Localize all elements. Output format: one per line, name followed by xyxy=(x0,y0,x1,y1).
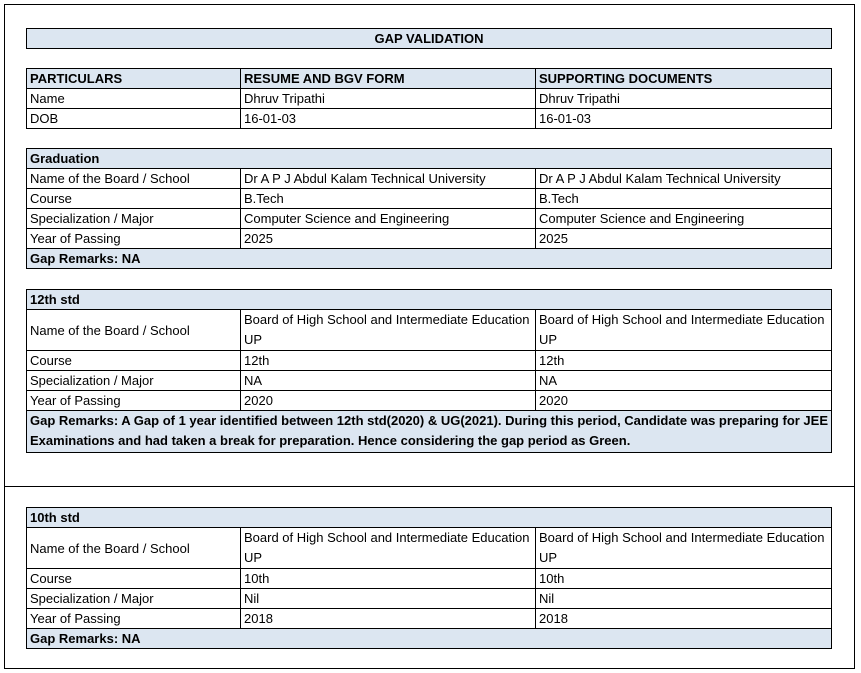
section-heading-12th: 12th std xyxy=(27,290,832,310)
table-row xyxy=(27,189,832,209)
docs-value: Computer Science and Engineering xyxy=(536,209,832,229)
resume-value: NA xyxy=(241,371,536,391)
section-heading-10th: 10th std xyxy=(27,508,832,528)
resume-value: Computer Science and Engineering xyxy=(241,209,536,229)
table-row xyxy=(27,89,832,109)
docs-value: Dhruv Tripathi xyxy=(536,89,832,109)
docs-value: 2018 xyxy=(536,609,832,629)
docs-value: 2020 xyxy=(536,391,832,411)
resume-value: Board of High School and Intermediate Education UP xyxy=(241,310,536,351)
table-row xyxy=(27,351,832,371)
tenth-table xyxy=(26,507,832,649)
docs-value: Board of High School and Intermediate Education UP xyxy=(536,310,832,351)
table-row xyxy=(27,371,832,391)
table-row xyxy=(27,609,832,629)
row-label: Year of Passing xyxy=(27,609,241,629)
resume-value: 2025 xyxy=(241,229,536,249)
resume-value: Board of High School and Intermediate Education UP xyxy=(241,528,536,569)
resume-value: 2020 xyxy=(241,391,536,411)
graduation-table xyxy=(26,148,832,269)
title-table xyxy=(26,28,832,49)
resume-value: 16-01-03 xyxy=(241,109,536,129)
resume-value: 10th xyxy=(241,569,536,589)
docs-value: Nil xyxy=(536,589,832,609)
resume-value: Dhruv Tripathi xyxy=(241,89,536,109)
col-header-supporting: SUPPORTING DOCUMENTS xyxy=(536,69,832,89)
gap-remarks-10th: Gap Remarks: NA xyxy=(27,629,832,649)
docs-value: 2025 xyxy=(536,229,832,249)
row-label: Specialization / Major xyxy=(27,371,241,391)
section-heading-graduation: Graduation xyxy=(27,149,832,169)
gap-remarks-12th: Gap Remarks: A Gap of 1 year identified between 12th std(2020) & UG(2021). During this period, Candidate was preparing for JEE Examinations and had taken a break for preparation. Hence considering the gap period as Green. xyxy=(27,411,832,453)
page-title: GAP VALIDATION xyxy=(27,29,832,49)
row-label: Course xyxy=(27,569,241,589)
table-row xyxy=(27,589,832,609)
header-row xyxy=(27,69,832,89)
row-label: Specialization / Major xyxy=(27,589,241,609)
table-row xyxy=(27,169,832,189)
docs-value: NA xyxy=(536,371,832,391)
row-label: Course xyxy=(27,351,241,371)
row-label: Name of the Board / School xyxy=(27,169,241,189)
table-row xyxy=(27,391,832,411)
docs-value: 10th xyxy=(536,569,832,589)
docs-value: Dr A P J Abdul Kalam Technical University xyxy=(536,169,832,189)
table-row xyxy=(27,229,832,249)
row-label: Name of the Board / School xyxy=(27,310,241,351)
table-row xyxy=(27,310,832,351)
row-label: Name of the Board / School xyxy=(27,528,241,569)
resume-value: Dr A P J Abdul Kalam Technical University xyxy=(241,169,536,189)
table-row xyxy=(27,109,832,129)
docs-value: B.Tech xyxy=(536,189,832,209)
resume-value: Nil xyxy=(241,589,536,609)
row-label: DOB xyxy=(27,109,241,129)
resume-value: B.Tech xyxy=(241,189,536,209)
gap-remarks-graduation: Gap Remarks: NA xyxy=(27,249,832,269)
col-header-resume: RESUME AND BGV FORM xyxy=(241,69,536,89)
docs-value: Board of High School and Intermediate Education UP xyxy=(536,528,832,569)
row-label: Name xyxy=(27,89,241,109)
table-row xyxy=(27,209,832,229)
twelfth-table xyxy=(26,289,832,453)
row-label: Specialization / Major xyxy=(27,209,241,229)
row-label: Course xyxy=(27,189,241,209)
resume-value: 2018 xyxy=(241,609,536,629)
resume-value: 12th xyxy=(241,351,536,371)
row-label: Year of Passing xyxy=(27,229,241,249)
table-row xyxy=(27,528,832,569)
table-row xyxy=(27,569,832,589)
row-label: Year of Passing xyxy=(27,391,241,411)
docs-value: 12th xyxy=(536,351,832,371)
docs-value: 16-01-03 xyxy=(536,109,832,129)
col-header-particulars: PARTICULARS xyxy=(27,69,241,89)
personal-table xyxy=(26,68,832,129)
